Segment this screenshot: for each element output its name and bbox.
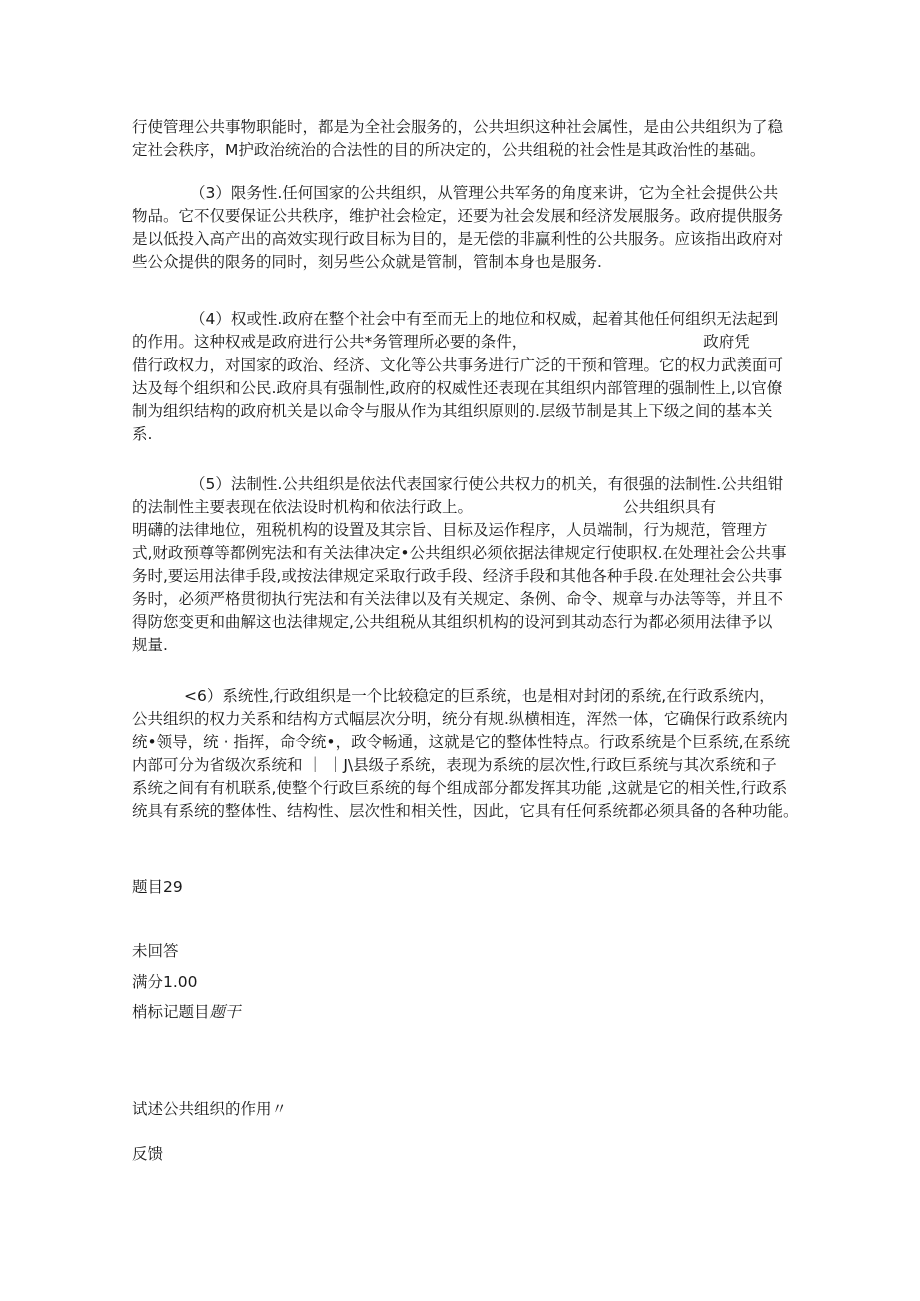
question-prompt: 试述公共组织的作用〃 xyxy=(132,1100,288,1118)
text-line xyxy=(132,496,792,519)
text-line: 是以低投入高产出的高效实现行政目标为目的，是无偿的非赢利性的公共服务。应该指出政府对 xyxy=(132,230,784,248)
question-stem-label: 题干 xyxy=(209,1003,241,1021)
feedback-heading: 反馈 xyxy=(132,1145,164,1163)
text-segment: 的作用。这种权戒是政府进行公共*务管理所必要的条件， xyxy=(132,333,528,351)
text-line: 务时,要运用法律手段,或按法律规定采取行政手段、经济手段和其他各种手段.在处理社会公共事 xyxy=(132,567,783,585)
text-line: 物品。它不仅要保证公共秩序，维护社会检定，还要为社会发展和经济发展服务。政府提供服务 xyxy=(132,207,784,225)
text-segment: 公共组织具有 xyxy=(623,498,717,516)
text-segment: 政府凭 xyxy=(703,333,750,351)
intro-paragraph xyxy=(132,116,792,162)
text-line: 统•领导，统 · 指挥，命令统•，政令畅通，这就是它的整体性特点。行政系统是个巨系统,在系统 xyxy=(132,733,790,751)
text-line: 务时，必须严格贯彻执行宪法和有关法律以及有关规定、条例、命令、规章与办法等等，并且不 xyxy=(132,590,784,608)
text-line: （4）权或性.政府在整个社会中有至而无上的地位和权威，起着其他任何组织无法起到 xyxy=(190,310,779,328)
text-line: （3）限务性.任何国家的公共组织，从管理公共军务的角度来讲，它为全社会提供公共 xyxy=(190,184,779,202)
paragraph-5 xyxy=(132,473,792,657)
text-line: 借行政权力，对国家的政治、经济、文化等公共事务进行广泛的干预和管理。它的权力武羡面可 xyxy=(132,356,784,374)
text-line: 些公众提供的限务的同时，刻另些公众就是管制，管制本身也是服务. xyxy=(132,253,602,271)
flag-question-label: 梢标记题目 xyxy=(132,1003,210,1021)
text-line: 达及每个组织和公民.政府具有强制性,政府的权威性还表现在其组织内部管理的强制性上,以官僚 xyxy=(132,379,783,397)
text-line: 内部可分为省级次系统和 ｜ ｜J\县级子系统，表现为系统的层次性,行政巨系统与其次系统和子 xyxy=(132,756,777,774)
paragraph-3 xyxy=(132,182,792,274)
text-line xyxy=(132,331,792,354)
text-line: （5）法制性.公共组织是依法代表国家行使公共权力的机关，有很强的法制性.公共组钳 xyxy=(190,475,784,493)
text-line: 制为组织结构的政府机关是以命令与服从作为其组织原则的.层级节制是其上下级之间的基本关 xyxy=(132,402,773,420)
text-line: 明礴的法律地位，殂税机构的设置及其宗旨、目标及运作程序，人员端制，行为规范，管理方 xyxy=(132,521,768,539)
text-line: 统具有系统的整体性、结构性、层次性和相关性，因此，它具有任何系统都必须具备的各种功能。 xyxy=(132,802,799,820)
text-line: <6）系统性,行政组织是一个比较稳定的巨系统，也是相对封闭的系统,在行政系统内， xyxy=(184,687,775,705)
text-line: 行使管理公共事物职能时，都是为全社会服务的，公共坦织这种社会属性，是由公共组织为了稳 xyxy=(132,118,784,136)
text-line: 规量. xyxy=(132,636,168,654)
text-line: 公共组织的权力关系和结构方式幅层次分明，统分有规.纵横相连，浑然一体，它确保行政系统内 xyxy=(132,710,788,728)
flag-question-link[interactable] xyxy=(132,1001,241,1023)
text-line: 系统之间有有机联系,使整个行政巨系统的每个组成部分都发挥其功能 ,这就是它的相关性,行政系 xyxy=(132,779,788,797)
paragraph-4 xyxy=(132,308,792,446)
text-line: 式,财政预尊等都例宪法和有关法律决定•公共组织必须依据法律规定行使职权.在处理社会公共事 xyxy=(132,544,787,562)
question-number: 题目29 xyxy=(132,878,183,896)
text-line: 得防您变更和曲解这也法律规定,公共组税从其组织机构的设河到其动态行为都必须用法律予以 xyxy=(132,613,773,631)
text-line: 定社会秩序，M护政治统治的合法性的目的所决定的，公共组税的社会性是其政治性的基础。 xyxy=(132,141,766,159)
text-segment: 的法制性主要表现在依法设时机构和依法行政上。 xyxy=(132,498,474,516)
text-line: 系. xyxy=(132,425,153,443)
question-score: 满分1.00 xyxy=(132,973,198,991)
paragraph-6 xyxy=(132,685,799,823)
question-status: 未回答 xyxy=(132,942,179,960)
